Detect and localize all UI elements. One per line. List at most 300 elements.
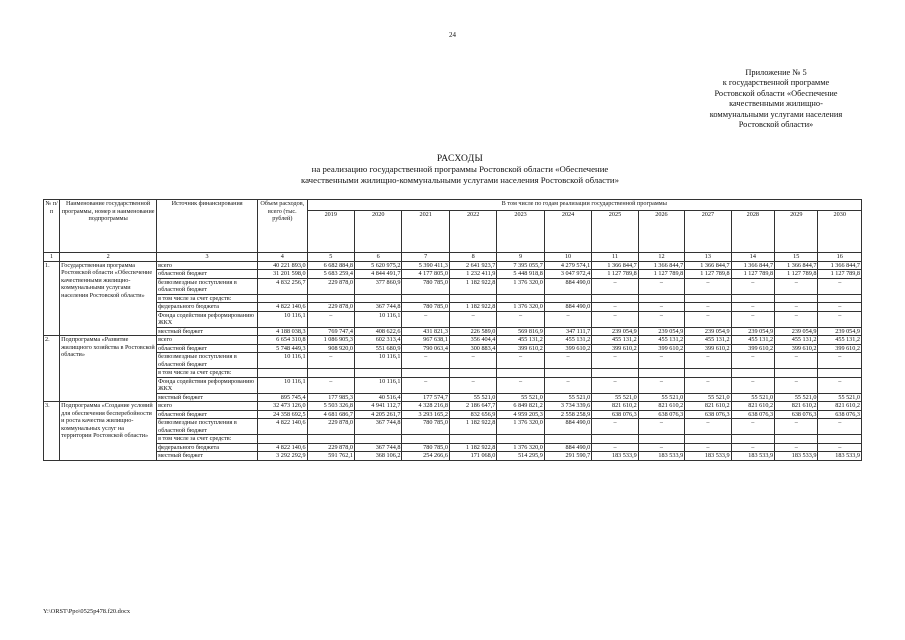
year-value: 40 516,4 (355, 393, 402, 402)
year-value: – (775, 443, 818, 452)
year-value: 300 883,4 (449, 344, 496, 353)
year-value (402, 294, 449, 303)
year-value: 10 116,1 (355, 353, 402, 369)
year-value (402, 369, 449, 378)
year-value: 967 638,1 (402, 336, 449, 345)
year-value (818, 294, 862, 303)
funding-source: всего (157, 261, 258, 270)
year-value: 821 610,2 (731, 402, 774, 411)
year-value: 1 366 844,7 (685, 261, 731, 270)
appendix-line: Ростовской области «Обеспечение (714, 88, 838, 98)
total-value: 895 745,4 (258, 393, 307, 402)
year-value: – (638, 419, 684, 435)
year-value: 455 131,2 (592, 336, 638, 345)
year-value (592, 369, 638, 378)
year-value: 356 404,4 (449, 336, 496, 345)
year-value: 4 205 261,7 (355, 410, 402, 419)
funding-source: Фонда содействия реформированию ЖКХ (157, 311, 258, 327)
funding-source: всего (157, 336, 258, 345)
year-value: – (449, 353, 496, 369)
year-value: 780 785,0 (402, 278, 449, 294)
table-header (44, 200, 862, 262)
year-value: 780 785,0 (402, 419, 449, 435)
table-row (44, 452, 862, 461)
year-value: 790 063,4 (402, 344, 449, 353)
year-value: 177 985,3 (307, 393, 354, 402)
year-value: – (592, 303, 638, 312)
total-value: 10 116,1 (258, 377, 307, 393)
year-value: 183 533,9 (818, 452, 862, 461)
year-value: 1 127 789,8 (775, 270, 818, 279)
total-value: 6 654 310,8 (258, 336, 307, 345)
funding-source: Фонда содействия реформированию ЖКХ (157, 377, 258, 393)
table-row (44, 336, 862, 345)
year-value: 399 610,2 (592, 344, 638, 353)
year-value: – (731, 353, 774, 369)
year-value: 1 182 922,8 (449, 278, 496, 294)
year-value: 431 821,3 (402, 327, 449, 336)
column-number: 11 (592, 253, 638, 262)
funding-source: федерального бюджета (157, 443, 258, 452)
total-value: 40 221 893,0 (258, 261, 307, 270)
table-row (44, 270, 862, 279)
year-value (355, 435, 402, 444)
year-value: 55 521,0 (544, 393, 591, 402)
year-value: 1 376 320,0 (497, 443, 544, 452)
year-value: 239 054,9 (818, 327, 862, 336)
year-value: 4 328 216,8 (402, 402, 449, 411)
table-row (44, 303, 862, 312)
year-value: 367 744,8 (355, 303, 402, 312)
header-source: Источник финансирования (157, 200, 258, 253)
year-value: 6 849 821,2 (497, 402, 544, 411)
funding-source: безвозмездные поступления в областной бюджет (157, 278, 258, 294)
year-value: 455 131,2 (544, 336, 591, 345)
header-year: 2030 (818, 211, 862, 253)
year-value: 55 521,0 (775, 393, 818, 402)
year-value (685, 294, 731, 303)
section-number: 3. (44, 402, 60, 461)
year-value: 4 177 805,0 (402, 270, 449, 279)
year-value: – (731, 443, 774, 452)
year-value (307, 294, 354, 303)
year-value: 183 533,9 (685, 452, 731, 461)
year-value: 821 610,2 (818, 402, 862, 411)
year-value: 4 681 686,7 (307, 410, 354, 419)
year-value: 5 390 411,3 (402, 261, 449, 270)
year-value: 1 127 789,8 (818, 270, 862, 279)
table-row (44, 410, 862, 419)
total-value (258, 369, 307, 378)
year-value: – (544, 377, 591, 393)
appendix-line: Ростовской области» (738, 120, 814, 130)
year-value: 5 503 326,8 (307, 402, 354, 411)
year-value: 821 610,2 (592, 402, 638, 411)
appendix-line: к государственной программе (722, 78, 830, 88)
year-value: 884 490,0 (544, 303, 591, 312)
table-row (44, 278, 862, 294)
year-value: 171 068,0 (449, 452, 496, 461)
total-value (258, 294, 307, 303)
year-value: – (731, 311, 774, 327)
column-number: 1 (44, 253, 60, 262)
year-value: – (775, 419, 818, 435)
appendix-line: коммунальными услугами населения (709, 109, 843, 119)
year-value: – (592, 419, 638, 435)
year-value: 399 610,2 (731, 344, 774, 353)
funding-source: безвозмездные поступления в областной бюджет (157, 353, 258, 369)
year-value: 226 589,0 (449, 327, 496, 336)
column-number: 9 (497, 253, 544, 262)
year-value: – (544, 353, 591, 369)
column-number: 5 (307, 253, 354, 262)
year-value: 7 395 055,7 (497, 261, 544, 270)
total-value: 4 822 140,6 (258, 419, 307, 435)
title-line: на реализацию государственной программы Ростовской области «Обеспечение (311, 164, 609, 175)
year-value (685, 369, 731, 378)
header-year: 2024 (544, 211, 591, 253)
column-number: 12 (638, 253, 684, 262)
year-value: 884 490,0 (544, 419, 591, 435)
year-value: 55 521,0 (592, 393, 638, 402)
table-row (44, 327, 862, 336)
year-value: – (818, 419, 862, 435)
funding-source: местный бюджет (157, 327, 258, 336)
year-value: 1 366 844,7 (592, 261, 638, 270)
total-value: 4 188 038,3 (258, 327, 307, 336)
year-value: – (307, 353, 354, 369)
year-value: 5 683 259,4 (307, 270, 354, 279)
table-row (44, 435, 862, 444)
year-value: 1 366 844,7 (818, 261, 862, 270)
section-number: 1. (44, 261, 60, 336)
year-value: 455 131,2 (497, 336, 544, 345)
year-value (731, 294, 774, 303)
year-value (497, 435, 544, 444)
year-value: – (685, 443, 731, 452)
column-number: 3 (157, 253, 258, 262)
year-value: 1 232 411,9 (449, 270, 496, 279)
column-number: 8 (449, 253, 496, 262)
year-value: 1 127 789,8 (592, 270, 638, 279)
year-value: 551 680,9 (355, 344, 402, 353)
year-value: 1 376 320,0 (497, 419, 544, 435)
year-value: – (307, 311, 354, 327)
year-value (731, 369, 774, 378)
year-value: – (638, 443, 684, 452)
table-row (44, 393, 862, 402)
year-value: 183 533,9 (638, 452, 684, 461)
year-value: – (592, 443, 638, 452)
year-value: – (402, 311, 449, 327)
column-number: 7 (402, 253, 449, 262)
year-value: 10 116,1 (355, 377, 402, 393)
year-value: 239 054,9 (685, 327, 731, 336)
year-value: 239 054,9 (775, 327, 818, 336)
year-value: 377 860,9 (355, 278, 402, 294)
title-heading: РАСХОДЫ (436, 154, 484, 164)
year-value (592, 294, 638, 303)
year-value: 347 111,7 (544, 327, 591, 336)
year-value: – (544, 311, 591, 327)
header-year: 2021 (402, 211, 449, 253)
footer-file-path: Y:\ORST\Ppo\0525p478.f20.docx (43, 608, 131, 615)
year-value: 55 521,0 (497, 393, 544, 402)
year-value: 55 521,0 (638, 393, 684, 402)
year-value: 408 622,6 (355, 327, 402, 336)
year-value: – (731, 303, 774, 312)
year-value: – (818, 377, 862, 393)
year-value: – (731, 377, 774, 393)
appendix-line: Приложение № 5 (745, 68, 807, 77)
year-value: 55 521,0 (818, 393, 862, 402)
year-value: – (592, 353, 638, 369)
column-number: 2 (60, 253, 157, 262)
header-year: 2025 (592, 211, 638, 253)
year-value: 455 131,2 (685, 336, 731, 345)
year-value: 3 293 165,2 (402, 410, 449, 419)
year-value: – (818, 353, 862, 369)
year-value: 780 785,0 (402, 443, 449, 452)
document-title (120, 154, 800, 185)
year-value: – (592, 311, 638, 327)
year-value (638, 294, 684, 303)
year-value: – (685, 278, 731, 294)
year-value: 254 266,6 (402, 452, 449, 461)
year-value: 399 610,2 (497, 344, 544, 353)
year-value: 183 533,9 (775, 452, 818, 461)
total-value: 4 822 140,6 (258, 443, 307, 452)
year-value: 4 959 205,3 (497, 410, 544, 419)
column-number: 15 (775, 253, 818, 262)
year-value: 455 131,2 (775, 336, 818, 345)
year-value: 367 744,8 (355, 443, 402, 452)
year-value: 455 131,2 (638, 336, 684, 345)
total-value: 10 116,1 (258, 353, 307, 369)
funding-source: безвозмездные поступления в областной бюджет (157, 419, 258, 435)
year-value: 514 295,9 (497, 452, 544, 461)
year-value: – (402, 377, 449, 393)
year-value: – (775, 303, 818, 312)
year-value: 239 054,9 (731, 327, 774, 336)
header-year: 2028 (731, 211, 774, 253)
year-value: – (818, 303, 862, 312)
year-value: – (731, 278, 774, 294)
year-value: 4 279 574,1 (544, 261, 591, 270)
year-value: – (685, 303, 731, 312)
year-value (685, 435, 731, 444)
header-year: 2022 (449, 211, 496, 253)
total-value: 5 748 449,3 (258, 344, 307, 353)
year-value: 399 610,2 (818, 344, 862, 353)
funding-source: в том числе за счет средств: (157, 435, 258, 444)
table-row (44, 261, 862, 270)
year-value: – (685, 377, 731, 393)
year-value (731, 435, 774, 444)
funding-source: в том числе за счет средств: (157, 294, 258, 303)
year-value: – (775, 311, 818, 327)
year-value: – (592, 377, 638, 393)
column-number: 16 (818, 253, 862, 262)
year-value: – (638, 303, 684, 312)
header-years-caption: В том числе по годам реализации государственной программы (307, 200, 861, 211)
total-value: 32 473 126,0 (258, 402, 307, 411)
year-value (449, 435, 496, 444)
year-value: – (775, 353, 818, 369)
funding-source: областной бюджет (157, 344, 258, 353)
year-value (544, 369, 591, 378)
year-value: 239 054,9 (638, 327, 684, 336)
year-value: 602 313,4 (355, 336, 402, 345)
year-value (775, 294, 818, 303)
total-value: 4 832 256,7 (258, 278, 307, 294)
section-name: Подпрограмма «Развитие жилищного хозяйства в Ростовской области» (60, 336, 157, 402)
year-value (402, 435, 449, 444)
year-value: – (731, 419, 774, 435)
year-value: 638 076,3 (592, 410, 638, 419)
year-value: – (497, 311, 544, 327)
year-value: 2 186 647,7 (449, 402, 496, 411)
title-line: качественными жилищно-коммунальными услугами населения Ростовской области» (300, 174, 620, 185)
year-value: 832 656,9 (449, 410, 496, 419)
funding-source: областной бюджет (157, 270, 258, 279)
year-value (818, 369, 862, 378)
header-name: Наименование государственной программы, номер и наименование подпрограммы (60, 200, 157, 253)
year-value: 399 610,2 (685, 344, 731, 353)
total-value: 31 201 598,0 (258, 270, 307, 279)
year-value: 399 610,2 (638, 344, 684, 353)
year-value: 638 076,3 (685, 410, 731, 419)
year-value: 55 521,0 (685, 393, 731, 402)
table-row (44, 369, 862, 378)
year-value: – (638, 377, 684, 393)
funding-source: местный бюджет (157, 393, 258, 402)
year-value: 908 920,0 (307, 344, 354, 353)
year-value: 3 734 339,6 (544, 402, 591, 411)
year-value: 569 816,9 (497, 327, 544, 336)
year-value: 5 620 975,2 (355, 261, 402, 270)
year-value: – (497, 377, 544, 393)
year-value (449, 294, 496, 303)
year-value: 1 182 922,8 (449, 419, 496, 435)
year-value: – (818, 443, 862, 452)
year-value (775, 435, 818, 444)
header-num: № п/п (44, 200, 60, 253)
header-year: 2027 (685, 211, 731, 253)
expenses-table (43, 199, 862, 461)
year-value: – (449, 311, 496, 327)
year-value: 769 747,4 (307, 327, 354, 336)
year-value (818, 435, 862, 444)
year-value: 455 131,2 (731, 336, 774, 345)
table-row (44, 311, 862, 327)
year-value: 780 785,0 (402, 303, 449, 312)
funding-source: местный бюджет (157, 452, 258, 461)
section-name: Государственная программа Ростовской области «Обеспечение качественными жилищно-коммунальными услугами населения Ростовской области» (60, 261, 157, 336)
year-value (775, 369, 818, 378)
year-value: 884 490,0 (544, 278, 591, 294)
column-number: 10 (544, 253, 591, 262)
year-value: 6 682 884,8 (307, 261, 354, 270)
year-value (544, 435, 591, 444)
year-value: 1 182 922,8 (449, 303, 496, 312)
year-value: 638 076,3 (775, 410, 818, 419)
year-value: 229 878,0 (307, 278, 354, 294)
funding-source: федерального бюджета (157, 303, 258, 312)
column-number: 13 (685, 253, 731, 262)
header-total: Объем расходов, всего (тыс. рублей) (258, 200, 307, 253)
year-value (544, 294, 591, 303)
section-name: Подпрограмма «Создание условий для обеспечения бесперебойности и роста качества жилищно-коммунальных услуг на территории Ростовской области» (60, 402, 157, 461)
section-number: 2. (44, 336, 60, 402)
year-value (307, 435, 354, 444)
year-value: 821 610,2 (638, 402, 684, 411)
appendix-header (690, 68, 862, 130)
table-row (44, 419, 862, 435)
year-value: 55 521,0 (731, 393, 774, 402)
year-value: 1 366 844,7 (638, 261, 684, 270)
year-value (355, 369, 402, 378)
table-body (44, 261, 862, 460)
year-value: 229 878,0 (307, 303, 354, 312)
year-value: 10 116,1 (355, 311, 402, 327)
year-value: 1 366 844,7 (775, 261, 818, 270)
appendix-line: качественными жилищно- (729, 99, 823, 109)
year-value: – (592, 278, 638, 294)
year-value: 821 610,2 (685, 402, 731, 411)
year-value: 367 744,8 (355, 419, 402, 435)
year-value: – (685, 353, 731, 369)
year-value: 177 574,7 (402, 393, 449, 402)
year-value: – (638, 278, 684, 294)
year-value: – (402, 353, 449, 369)
table-row (44, 402, 862, 411)
total-value: 4 822 140,6 (258, 303, 307, 312)
table-row (44, 353, 862, 369)
year-value: – (638, 353, 684, 369)
year-value: 821 610,2 (775, 402, 818, 411)
year-value: – (818, 278, 862, 294)
year-value: 1 127 789,8 (731, 270, 774, 279)
year-value: 399 610,2 (775, 344, 818, 353)
year-value: 455 131,2 (818, 336, 862, 345)
year-value: 183 533,9 (592, 452, 638, 461)
year-value: – (449, 377, 496, 393)
year-value: 1 182 922,8 (449, 443, 496, 452)
year-value: 399 610,2 (544, 344, 591, 353)
funding-source: всего (157, 402, 258, 411)
column-number: 4 (258, 253, 307, 262)
year-value (449, 369, 496, 378)
year-value: 2 558 258,9 (544, 410, 591, 419)
table-row (44, 294, 862, 303)
header-year: 2026 (638, 211, 684, 253)
year-value: 368 106,2 (355, 452, 402, 461)
year-value (307, 369, 354, 378)
year-value (638, 369, 684, 378)
year-value: 638 076,3 (731, 410, 774, 419)
year-value (497, 369, 544, 378)
column-number: 6 (355, 253, 402, 262)
year-value: 638 076,3 (638, 410, 684, 419)
year-value: 229 878,0 (307, 419, 354, 435)
column-number: 14 (731, 253, 774, 262)
year-value: 291 590,7 (544, 452, 591, 461)
year-value: – (638, 311, 684, 327)
header-year: 2023 (497, 211, 544, 253)
year-value: – (307, 377, 354, 393)
year-value: 1 366 844,7 (731, 261, 774, 270)
